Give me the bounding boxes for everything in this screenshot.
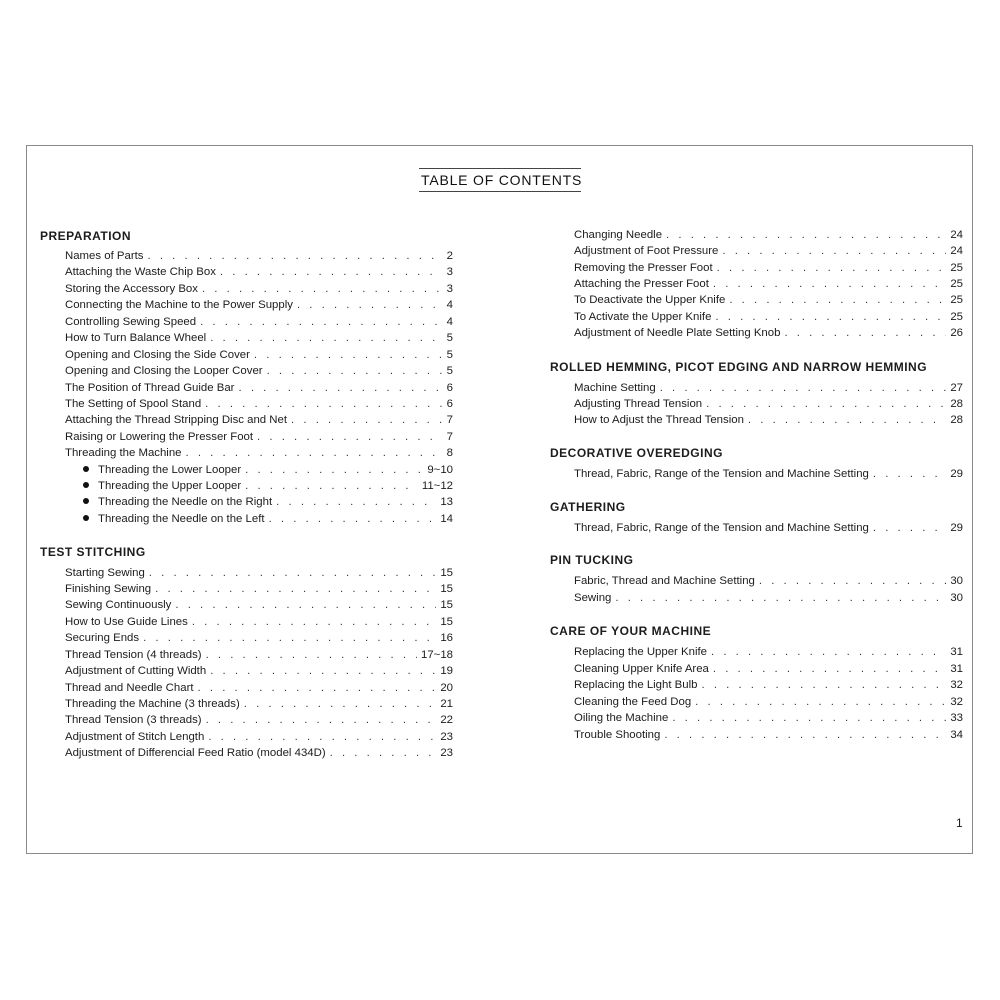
section-heading-preparation: PREPARATION [40,229,132,243]
toc-entry: Threading the Machine (3 threads) . . . 21 [65,698,453,710]
toc-entry: Adjustment of Cutting Width . . . 19 [65,665,453,677]
toc-entry: Thread, Fabric, Range of the Tension and Machine Setting . . . 29 [574,468,963,480]
toc-entry: Attaching the Waste Chip Box . . . 3 [65,266,453,278]
section-heading-test-stitching: TEST STITCHING [40,545,146,559]
toc-entry: Finishing Sewing . . . 15 [65,583,453,595]
title-rule-bottom [419,191,581,192]
section-heading-pin-tucking: PIN TUCKING [550,553,634,567]
toc-entry: To Deactivate the Upper Knife . . . 25 [574,294,963,306]
toc-subentry: Threading the Lower Looper . . . 9~10 [83,464,453,476]
toc-entry: Adjustment of Foot Pressure . . . 24 [574,245,963,257]
toc-entry: Connecting the Machine to the Power Supply . . . 4 [65,299,453,311]
toc-subentry: Threading the Upper Looper . . . 11~12 [83,480,453,492]
toc-entry: Cleaning Upper Knife Area . . . 31 [574,663,963,675]
toc-entry: Names of Parts . . . 2 [65,250,453,262]
toc-entry: Sewing . . . 30 [574,592,963,604]
toc-entry: Storing the Accessory Box . . . 3 [65,283,453,295]
toc-entry: Raising or Lowering the Presser Foot . . . 7 [65,431,453,443]
title-rule-top [419,168,581,169]
page-number: 1 [956,816,963,830]
toc-entry: Opening and Closing the Side Cover . . . 5 [65,349,453,361]
bullet-icon [83,515,89,521]
section-heading-care: CARE OF YOUR MACHINE [550,624,712,638]
toc-entry: Trouble Shooting . . . 34 [574,729,963,741]
page-title: TABLE OF CONTENTS [421,172,583,188]
toc-entry: The Position of Thread Guide Bar . . . 6 [65,382,453,394]
toc-entry: Starting Sewing . . . 15 [65,567,453,579]
toc-entry: Controlling Sewing Speed . . . 4 [65,316,453,328]
bullet-icon [83,482,89,488]
toc-entry: The Setting of Spool Stand . . . 6 [65,398,453,410]
toc-entry: Replacing the Upper Knife . . . 31 [574,646,963,658]
toc-entry: To Activate the Upper Knife . . . 25 [574,311,963,323]
toc-entry: Sewing Continuously . . . 15 [65,599,453,611]
toc-entry: Attaching the Thread Stripping Disc and Net . . . 7 [65,414,453,426]
toc-entry: Removing the Presser Foot . . . 25 [574,262,963,274]
toc-entry: Thread and Needle Chart . . . 20 [65,682,453,694]
toc-entry: Cleaning the Feed Dog . . . 32 [574,696,963,708]
section-heading-decorative-overedging: DECORATIVE OVEREDGING [550,446,723,460]
bullet-icon [83,466,89,472]
section-heading-rolled-hemming: ROLLED HEMMING, PICOT EDGING AND NARROW HEMMING [550,360,928,374]
toc-entry: Adjustment of Differencial Feed Ratio (model 434D) . . . 23 [65,747,453,759]
section-heading-gathering: GATHERING [550,500,626,514]
toc-entry: Attaching the Presser Foot . . . 25 [574,278,963,290]
toc-entry: Oiling the Machine . . . 33 [574,712,963,724]
toc-entry: How to Turn Balance Wheel . . . 5 [65,332,453,344]
toc-entry: Adjustment of Stitch Length . . . 23 [65,731,453,743]
toc-entry: How to Use Guide Lines . . . 15 [65,616,453,628]
toc-entry: Thread Tension (3 threads) . . . 22 [65,714,453,726]
toc-entry: Thread Tension (4 threads) . . . 17~18 [65,649,453,661]
toc-subentry: Threading the Needle on the Right . . . 13 [83,496,453,508]
toc-entry: Adjusting Thread Tension . . . 28 [574,398,963,410]
toc-entry: Securing Ends . . . 16 [65,632,453,644]
bullet-icon [83,498,89,504]
toc-entry: Adjustment of Needle Plate Setting Knob . . . 26 [574,327,963,339]
toc-entry: Threading the Machine . . . 8 [65,447,453,459]
toc-entry: Thread, Fabric, Range of the Tension and Machine Setting . . . 29 [574,522,963,534]
toc-entry: Opening and Closing the Looper Cover . . . 5 [65,365,453,377]
toc-entry: How to Adjust the Thread Tension . . . 28 [574,414,963,426]
toc-entry: Fabric, Thread and Machine Setting . . . 30 [574,575,963,587]
toc-entry: Changing Needle . . . 24 [574,229,963,241]
toc-entry: Replacing the Light Bulb . . . 32 [574,679,963,691]
toc-entry: Machine Setting . . . 27 [574,382,963,394]
toc-subentry: Threading the Needle on the Left . . . 14 [83,513,453,525]
